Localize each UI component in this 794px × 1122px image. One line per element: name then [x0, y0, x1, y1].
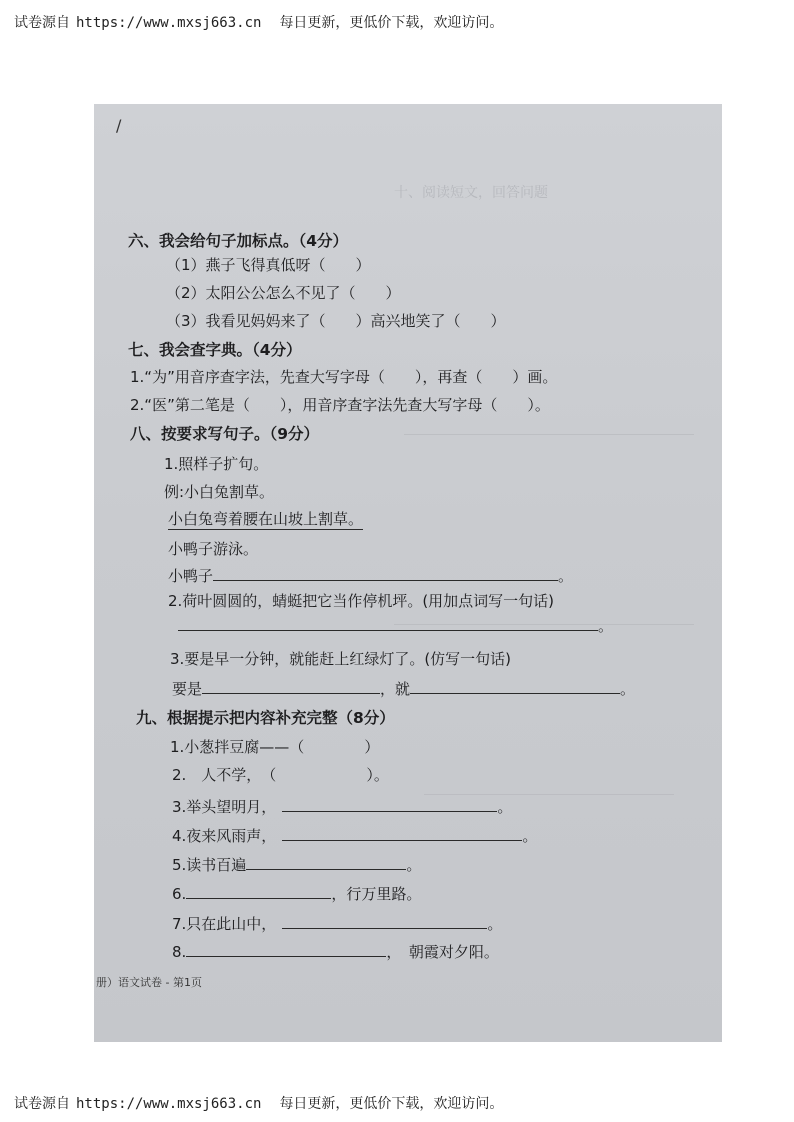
s9-item-8	[172, 942, 499, 962]
answer-blank[interactable]	[178, 616, 598, 631]
s8-q2-answer-row	[178, 616, 613, 636]
end-mark: 。	[620, 680, 636, 698]
section-6-title: 六、我会给句子加标点。（4分）	[128, 232, 349, 250]
end-mark: 。	[522, 827, 538, 845]
bleed-rule	[404, 434, 694, 435]
answer-blank[interactable]	[186, 942, 386, 957]
item-text: 7.只在此山中，	[172, 915, 277, 933]
end-mark: 。	[598, 617, 614, 635]
q3-prefix: 要是	[172, 680, 203, 698]
answer-blank[interactable]	[202, 679, 380, 694]
answer-prefix: 小鸭子	[168, 567, 214, 585]
item-tail: ，行万里路。	[331, 885, 422, 903]
section-9-title: 九、根据提示把内容补充完整（8分）	[136, 709, 395, 727]
banner-url[interactable]: https://www.mxsj663.cn	[76, 1096, 262, 1112]
s9-item-2: 2. 人不学， （ ）。	[172, 766, 389, 784]
bleed-rule	[424, 794, 674, 795]
s8-example-answer	[168, 509, 363, 529]
s9-item-7	[172, 914, 502, 934]
end-mark: 。	[406, 856, 422, 874]
answer-blank[interactable]	[282, 826, 522, 841]
s9-item-5	[172, 855, 421, 875]
s7-item-1: 1.“为”用音序查字法，先查大写字母（ ），再查（ ）画。	[130, 368, 558, 386]
banner-slogan: 每日更新，更低价下载，欢迎访问。	[279, 15, 504, 31]
s8-q2: 2.荷叶圆圆的，蜻蜓把它当作停机坪。(用加点词写一句话)	[168, 592, 555, 610]
s9-item-3	[172, 797, 512, 817]
s8-example: 例:小白兔割草。	[164, 483, 275, 501]
banner-source: 试卷源自	[14, 15, 70, 31]
s6-item-1: （1）燕子飞得真低呀（ ）	[166, 256, 371, 274]
banner-url[interactable]: https://www.mxsj663.cn	[76, 15, 262, 31]
bleed-through: 十、阅读短文，回答问题	[394, 185, 548, 201]
item-text: 4.夜来风雨声，	[172, 827, 277, 845]
end-mark: 。	[558, 567, 574, 585]
page-footer: 册）语文试卷 - 第1页	[96, 976, 202, 989]
section-7-title: 七、我会查字典。（4分）	[128, 341, 302, 359]
item-num: 8.	[172, 943, 187, 961]
banner-source: 试卷源自	[14, 1096, 70, 1112]
end-mark: 。	[497, 798, 513, 816]
s8-prompt: 小鸭子游泳。	[168, 540, 259, 558]
answer-blank[interactable]	[410, 679, 620, 694]
section-8-title: 八、按要求写句子。（9分）	[130, 425, 320, 443]
s8-q1: 1.照样子扩句。	[164, 455, 269, 473]
s8-answer-row	[168, 566, 573, 586]
banner-slogan: 每日更新，更低价下载，欢迎访问。	[279, 1096, 504, 1112]
banner-top	[14, 12, 503, 32]
pen-mark: /	[116, 116, 122, 135]
item-num: 6.	[172, 885, 187, 903]
item-tail: ， 朝霞对夕阳。	[386, 943, 499, 961]
banner-bottom	[14, 1093, 503, 1113]
exam-photo	[94, 104, 722, 1042]
answer-blank[interactable]	[213, 566, 558, 581]
answer-blank[interactable]	[282, 914, 487, 929]
q3-middle: ，就	[380, 680, 411, 698]
s6-item-3: （3）我看见妈妈来了（ ）高兴地笑了（ ）	[166, 312, 506, 330]
s6-item-2: （2）太阳公公怎么不见了（ ）	[166, 284, 401, 302]
s9-item-1: 1.小葱拌豆腐——（ ）	[170, 738, 380, 756]
s7-item-2: 2.“医”第二笔是（ ），用音序查字法先查大写字母（ ）。	[130, 396, 550, 414]
end-mark: 。	[487, 915, 503, 933]
s9-item-6	[172, 884, 421, 904]
s9-item-4	[172, 826, 537, 846]
answer-blank[interactable]	[246, 855, 406, 870]
item-text: 3.举头望明月，	[172, 798, 277, 816]
item-text: 5.读书百遍	[172, 856, 247, 874]
answer-blank[interactable]	[186, 884, 331, 899]
answer-blank[interactable]	[282, 797, 497, 812]
example-answer-text: 小白兔弯着腰在山坡上割草。	[168, 510, 364, 528]
s8-q3: 3.要是早一分钟，就能赶上红绿灯了。(仿写一句话)	[170, 650, 512, 668]
s8-q3-answer-row	[172, 679, 635, 699]
